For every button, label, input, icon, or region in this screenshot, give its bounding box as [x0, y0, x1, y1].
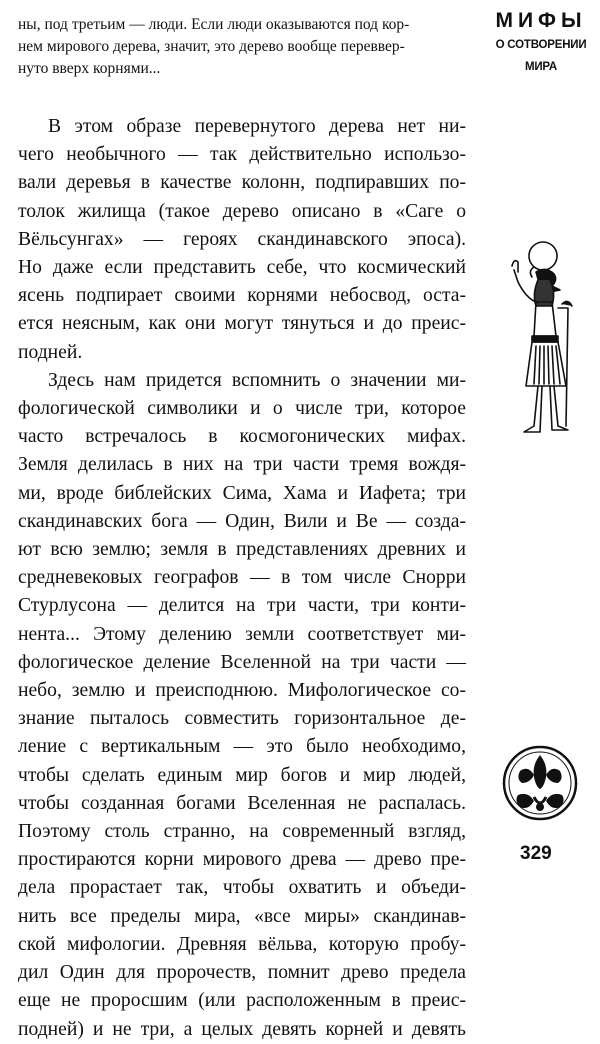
text-line: Земля делилась в них на три части тремя вождя- [18, 454, 466, 476]
text-line: В этом образе перевернутого дерева нет ни- [48, 116, 466, 137]
text-line: подней) и не три, а целых девять корней и девять [18, 1018, 466, 1040]
text-line: нить все пределы мира, «все миры» скандинав- [18, 905, 466, 927]
text-line: нента... Этому делению земли соответствует ми- [18, 623, 466, 645]
text-line: Здесь нам придется вспомнить о значении ми- [48, 369, 466, 391]
text-line: ют всю землю; земля в представлениях древних и [18, 539, 466, 561]
header-title: МИФЫ [495, 9, 587, 32]
excerpt-line: нем мирового дерева, значит, это дерево вообще переввер- [18, 38, 405, 55]
text-line: фологической символики и о числе три, которое [18, 398, 466, 420]
text-line: небо, землю и преисподнюю. Мифологическое со- [18, 680, 466, 702]
text-line: еще не проросшим (или расположенным в преис- [18, 990, 466, 1012]
text-line: ми, вроде библейских Сима, Хама и Иафета; три [18, 482, 466, 504]
circular-emblem-icon [500, 743, 580, 823]
text-line: ясень подпирает своими корнями небосвод, оста- [18, 285, 466, 307]
text-line: Стурлусона — делится на три части, три конти- [18, 595, 466, 617]
text-line: дела прорастает так, чтобы охватить и объеди- [18, 877, 466, 899]
text-line: подней. [18, 341, 83, 363]
page-number: 329 [520, 843, 552, 864]
text-line: дил Один для пророчеств, помнит древо предела [18, 962, 466, 984]
text-line: чего необычного — так действительно использо- [18, 144, 466, 166]
text-line: Вёльсунгах» — героях скандинавского эпоса). [18, 228, 466, 250]
text-line: ской мифологии. Древняя вёльва, которую пробу- [18, 933, 466, 955]
excerpt-line: нуто вверх корнями... [18, 60, 161, 77]
text-line: толок жилища (такое дерево описано в «Саге о [18, 200, 466, 222]
previous-text-excerpt [18, 14, 468, 80]
text-line: чтобы созданная богами Вселенная не распалась. [18, 792, 466, 814]
body-text [18, 113, 466, 1044]
excerpt-line: ны, под третьим — люди. Если люди оказываются под кор- [18, 16, 410, 33]
text-line: Поэтому столь странно, на современный взгляд, [18, 821, 466, 843]
text-line: Но даже если представить себе, что космический [18, 257, 466, 279]
text-line: скандинавских бога — Один, Вили и Ве — созда- [18, 510, 466, 532]
text-line: фологическое деление Вселенной на три части — [18, 651, 466, 673]
header-subtitle-2: МИРА [524, 61, 557, 73]
text-line: ется неясным, как они могут тянуться и до преис- [18, 313, 466, 335]
text-line: средневековых географов — в том числе Снорри [18, 567, 466, 589]
egyptian-deity-illustration [498, 236, 594, 436]
text-line: знание пыталось совместить горизонтальное де- [18, 708, 466, 730]
running-header [488, 8, 594, 78]
text-line: чтобы сделать единым мир богов и мир людей, [18, 764, 466, 786]
text-line: часто встречалось в космогонических мифах. [18, 426, 466, 448]
text-line: простираются корни мирового древа — древо пре- [18, 849, 466, 871]
text-line: вали деревья в качестве колонн, подпиравших по- [18, 172, 466, 194]
text-line: ление с вертикальным — это было необходимо, [18, 736, 466, 758]
header-subtitle-1: О СОТВОРЕНИИ [495, 39, 587, 51]
